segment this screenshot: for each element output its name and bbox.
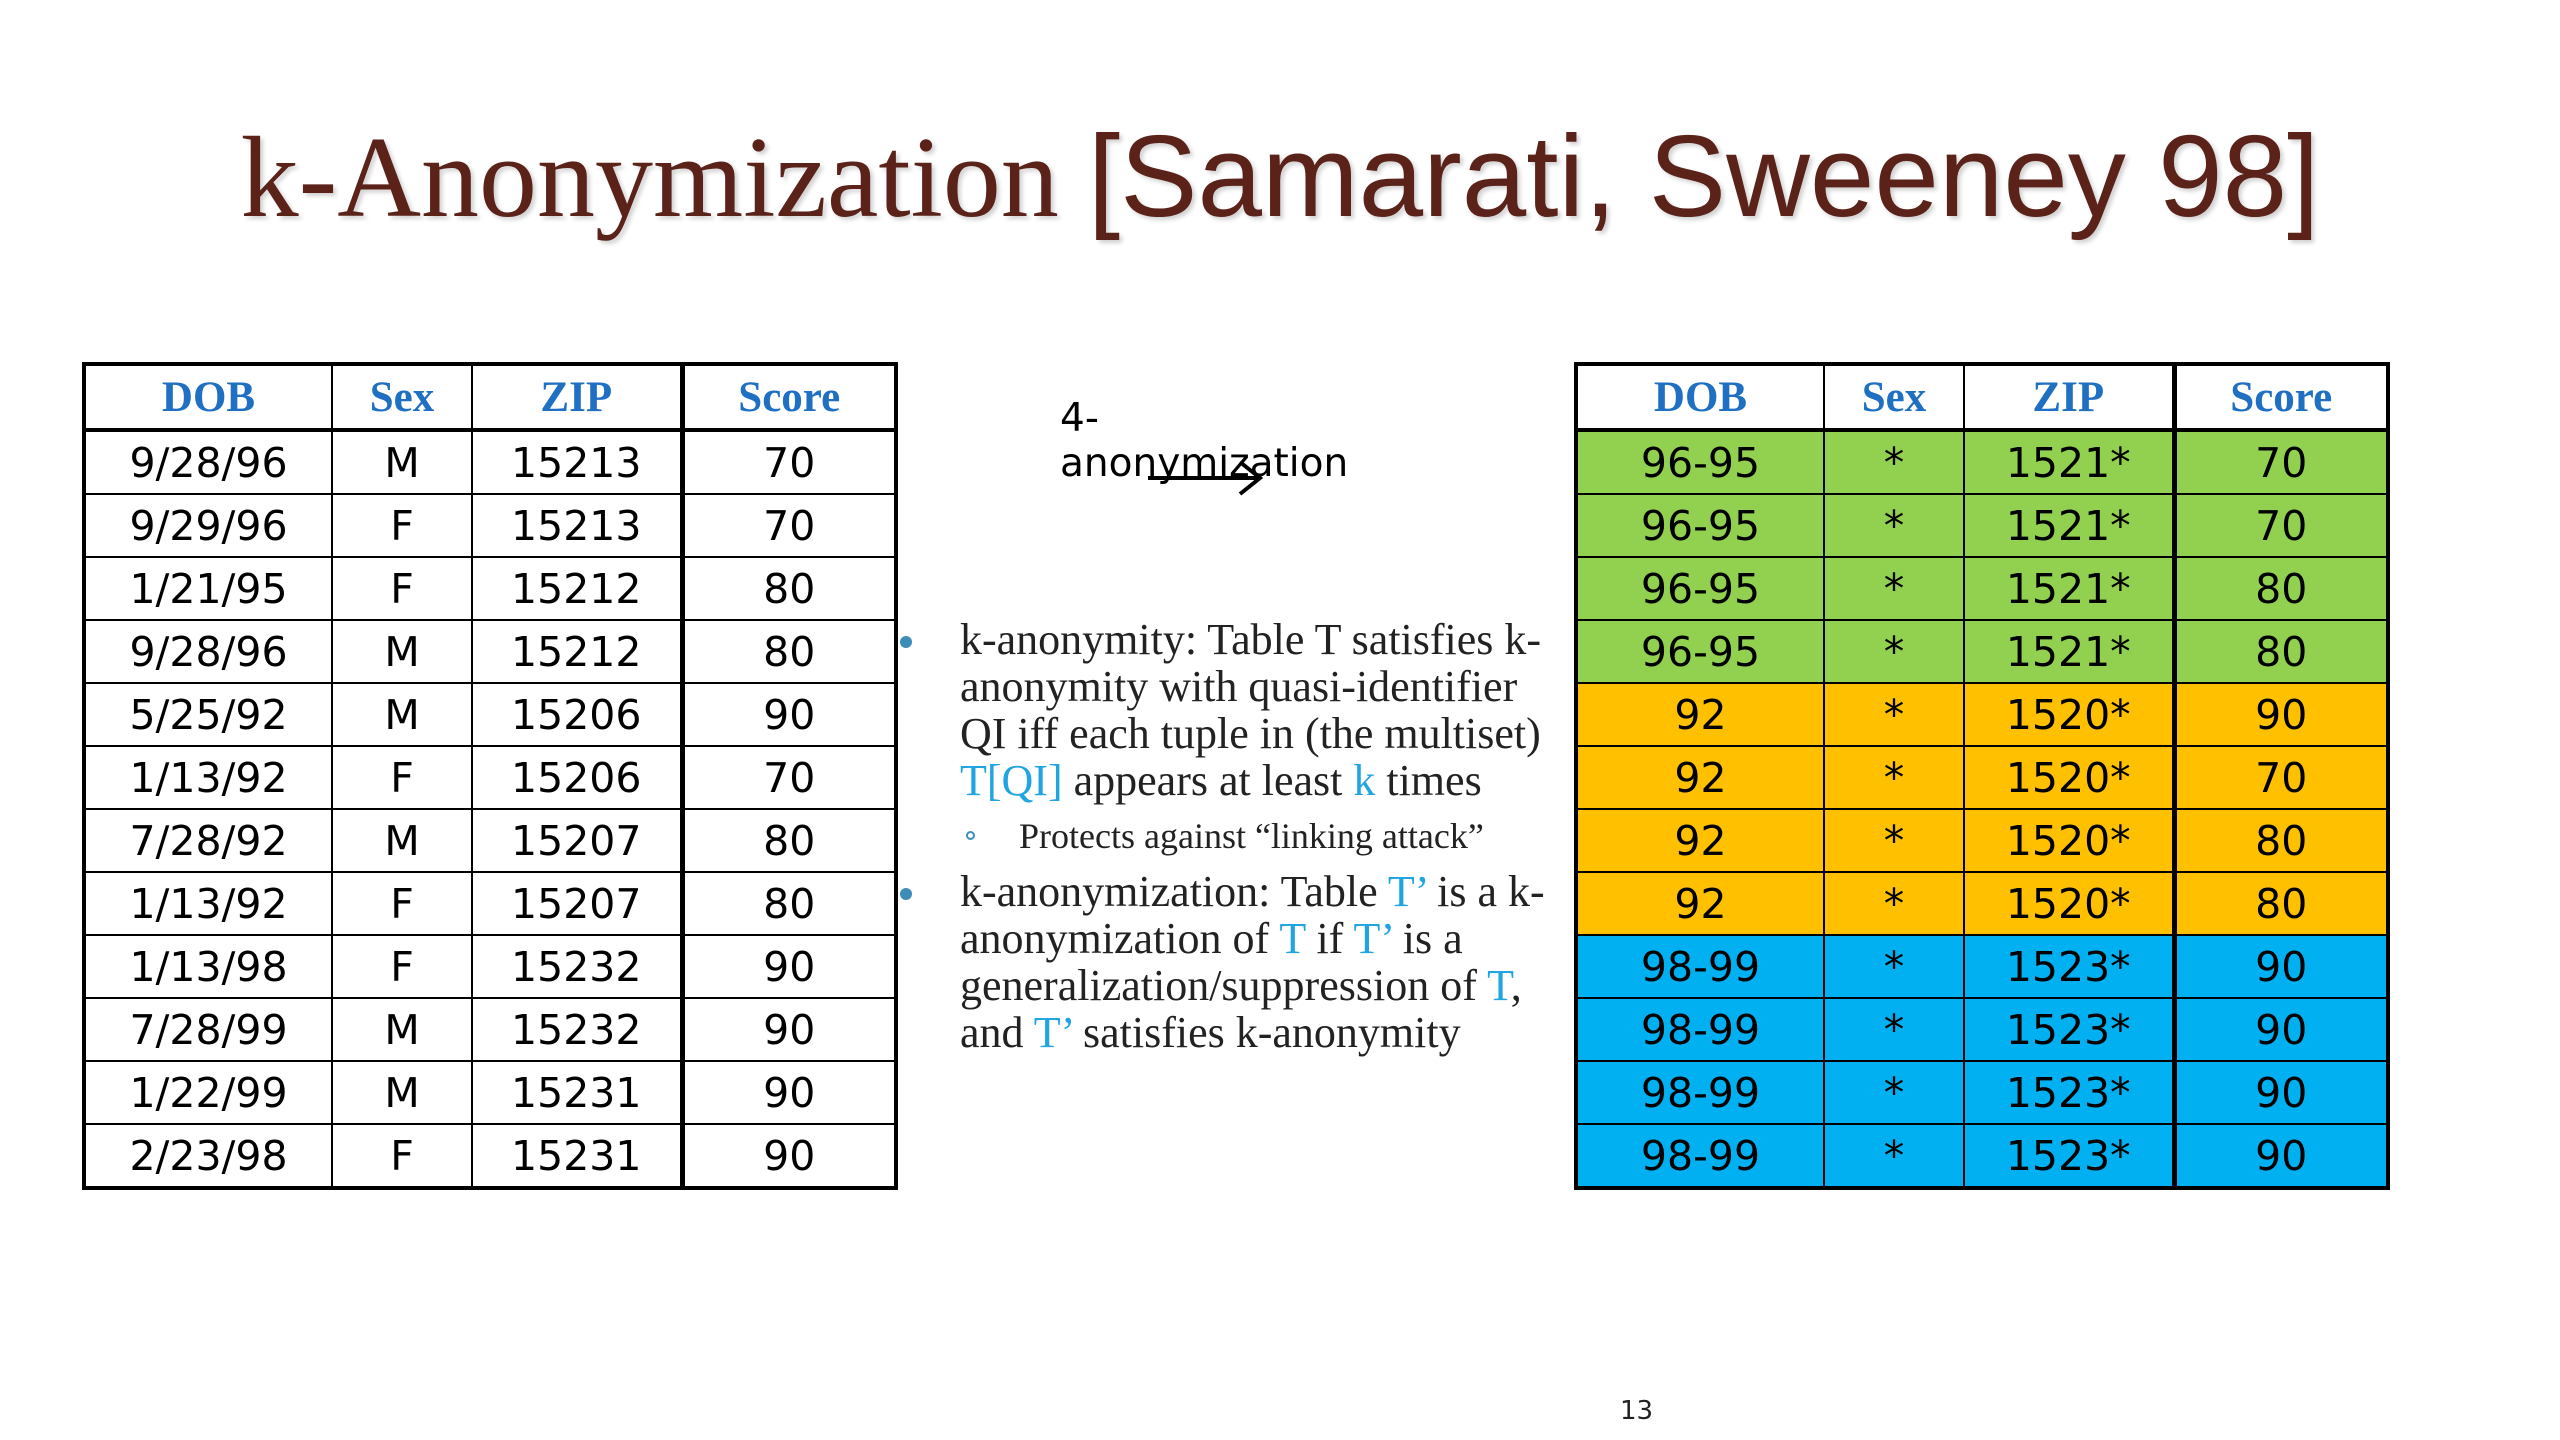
cell-dob: 1/21/95 bbox=[84, 557, 332, 620]
cell-score: 80 bbox=[2174, 872, 2388, 935]
cell-zip: 15231 bbox=[472, 1061, 682, 1124]
cell-sex: * bbox=[1824, 430, 1964, 494]
bullet-text: k-anonymization: Table bbox=[960, 867, 1388, 916]
table-row bbox=[84, 494, 896, 557]
cell-sex: * bbox=[1824, 746, 1964, 809]
table-row bbox=[1576, 809, 2388, 872]
cell-zip: 1523* bbox=[1964, 1124, 2174, 1188]
highlight-term: T bbox=[1487, 961, 1511, 1010]
bullet-text: is a k-anonymization of bbox=[960, 867, 1545, 963]
cell-score: 90 bbox=[682, 1061, 896, 1124]
header-dob: DOB bbox=[84, 364, 332, 430]
cell-dob: 9/28/96 bbox=[84, 620, 332, 683]
cell-sex: * bbox=[1824, 1124, 1964, 1188]
original-table-header-row bbox=[84, 364, 896, 430]
cell-dob: 7/28/99 bbox=[84, 998, 332, 1061]
cell-zip: 15213 bbox=[472, 494, 682, 557]
bullet-text: is a generalization/suppression of bbox=[960, 914, 1488, 1010]
cell-zip: 1520* bbox=[1964, 809, 2174, 872]
slide-title-main: k-Anonymization bbox=[240, 114, 1059, 242]
cell-sex: M bbox=[332, 620, 472, 683]
cell-dob: 1/13/92 bbox=[84, 746, 332, 809]
cell-zip: 15232 bbox=[472, 998, 682, 1061]
cell-score: 70 bbox=[682, 746, 896, 809]
cell-sex: M bbox=[332, 809, 472, 872]
cell-zip: 15207 bbox=[472, 809, 682, 872]
cell-sex: M bbox=[332, 1061, 472, 1124]
table-row bbox=[84, 998, 896, 1061]
table-row bbox=[1576, 1061, 2388, 1124]
cell-score: 90 bbox=[682, 998, 896, 1061]
cell-dob: 9/29/96 bbox=[84, 494, 332, 557]
highlight-term: T’ bbox=[1353, 914, 1392, 963]
highlight-term: T’ bbox=[1387, 867, 1427, 916]
slide-title bbox=[0, 111, 2560, 242]
table-row bbox=[1576, 746, 2388, 809]
cell-score: 80 bbox=[682, 620, 896, 683]
cell-sex: * bbox=[1824, 557, 1964, 620]
header-zip: ZIP bbox=[472, 364, 682, 430]
cell-zip: 1523* bbox=[1964, 1061, 2174, 1124]
bullet-text: satisfies k-anonymity bbox=[1072, 1008, 1461, 1057]
highlight-term: T bbox=[1279, 914, 1306, 963]
cell-zip: 15206 bbox=[472, 746, 682, 809]
cell-score: 90 bbox=[682, 1124, 896, 1188]
cell-score: 70 bbox=[2174, 746, 2388, 809]
cell-sex: F bbox=[332, 494, 472, 557]
table-row bbox=[84, 430, 896, 494]
sub-bullet-linking-attack bbox=[900, 814, 1560, 858]
table-row bbox=[84, 1124, 896, 1188]
cell-sex: F bbox=[332, 935, 472, 998]
cell-zip: 15212 bbox=[472, 557, 682, 620]
slide-title-citation: [Samarati, Sweeney 98] bbox=[1087, 111, 2320, 241]
cell-score: 80 bbox=[2174, 809, 2388, 872]
cell-score: 80 bbox=[2174, 557, 2388, 620]
cell-sex: * bbox=[1824, 872, 1964, 935]
highlight-term: T’ bbox=[1033, 1008, 1072, 1057]
cell-sex: * bbox=[1824, 998, 1964, 1061]
cell-dob: 92 bbox=[1576, 809, 1824, 872]
cell-dob: 7/28/92 bbox=[84, 809, 332, 872]
cell-zip: 15206 bbox=[472, 683, 682, 746]
table-row bbox=[1576, 872, 2388, 935]
cell-sex: * bbox=[1824, 1061, 1964, 1124]
cell-zip: 1520* bbox=[1964, 746, 2174, 809]
sub-bullet-ring-icon bbox=[966, 831, 975, 840]
cell-sex: F bbox=[332, 557, 472, 620]
cell-sex: M bbox=[332, 430, 472, 494]
cell-zip: 1521* bbox=[1964, 494, 2174, 557]
cell-score: 80 bbox=[682, 872, 896, 935]
cell-dob: 96-95 bbox=[1576, 620, 1824, 683]
cell-zip: 1523* bbox=[1964, 935, 2174, 998]
bullet-text: times bbox=[1375, 756, 1482, 805]
page-number: 13 bbox=[1620, 1396, 1654, 1426]
cell-score: 90 bbox=[2174, 998, 2388, 1061]
cell-dob: 98-99 bbox=[1576, 1061, 1824, 1124]
cell-zip: 1520* bbox=[1964, 872, 2174, 935]
cell-zip: 15231 bbox=[472, 1124, 682, 1188]
cell-zip: 1520* bbox=[1964, 683, 2174, 746]
cell-dob: 92 bbox=[1576, 746, 1824, 809]
table-row bbox=[84, 557, 896, 620]
table-row bbox=[1576, 1124, 2388, 1188]
arrow-label: 4-anonymization bbox=[1060, 396, 1349, 486]
cell-sex: F bbox=[332, 1124, 472, 1188]
table-row bbox=[1576, 494, 2388, 557]
cell-score: 90 bbox=[682, 683, 896, 746]
cell-score: 90 bbox=[2174, 1124, 2388, 1188]
cell-dob: 92 bbox=[1576, 683, 1824, 746]
table-row bbox=[1576, 557, 2388, 620]
table-row bbox=[1576, 998, 2388, 1061]
sub-bullet-text: Protects against “linking attack” bbox=[1019, 816, 1484, 856]
cell-score: 80 bbox=[2174, 620, 2388, 683]
cell-score: 70 bbox=[682, 494, 896, 557]
definition-bullets bbox=[900, 616, 1560, 1056]
bullet-text: k-anonymity: Table T satisfies k-anonymity with quasi-identifier QI iff each tuple in (the multiset) bbox=[960, 615, 1542, 758]
cell-sex: * bbox=[1824, 494, 1964, 557]
cell-score: 90 bbox=[2174, 683, 2388, 746]
highlight-term: k bbox=[1353, 756, 1376, 805]
cell-sex: F bbox=[332, 746, 472, 809]
cell-score: 70 bbox=[2174, 494, 2388, 557]
right-arrow-icon bbox=[1140, 448, 1270, 508]
cell-zip: 15212 bbox=[472, 620, 682, 683]
table-row bbox=[84, 746, 896, 809]
table-row bbox=[84, 1061, 896, 1124]
cell-zip: 15232 bbox=[472, 935, 682, 998]
cell-sex: * bbox=[1824, 809, 1964, 872]
cell-score: 70 bbox=[2174, 430, 2388, 494]
header-score: Score bbox=[682, 364, 896, 430]
table-row bbox=[1576, 935, 2388, 998]
cell-sex: M bbox=[332, 998, 472, 1061]
bullet-k-anonymization bbox=[900, 868, 1560, 1056]
table-row bbox=[1576, 620, 2388, 683]
cell-zip: 1523* bbox=[1964, 998, 2174, 1061]
table-row bbox=[1576, 683, 2388, 746]
cell-dob: 98-99 bbox=[1576, 935, 1824, 998]
bullet-text: appears at least bbox=[1062, 756, 1354, 805]
cell-score: 90 bbox=[682, 935, 896, 998]
cell-dob: 2/23/98 bbox=[84, 1124, 332, 1188]
header-zip: ZIP bbox=[1964, 364, 2174, 430]
cell-zip: 15207 bbox=[472, 872, 682, 935]
cell-dob: 96-95 bbox=[1576, 557, 1824, 620]
table-row bbox=[84, 620, 896, 683]
cell-score: 90 bbox=[2174, 1061, 2388, 1124]
cell-sex: * bbox=[1824, 683, 1964, 746]
cell-zip: 1521* bbox=[1964, 430, 2174, 494]
bullet-text: , and bbox=[960, 961, 1522, 1057]
cell-score: 80 bbox=[682, 557, 896, 620]
cell-zip: 15213 bbox=[472, 430, 682, 494]
bullet-dot-icon bbox=[900, 888, 912, 900]
cell-score: 80 bbox=[682, 809, 896, 872]
table-row bbox=[84, 809, 896, 872]
cell-sex: F bbox=[332, 872, 472, 935]
cell-dob: 96-95 bbox=[1576, 430, 1824, 494]
cell-sex: M bbox=[332, 683, 472, 746]
cell-dob: 5/25/92 bbox=[84, 683, 332, 746]
cell-score: 90 bbox=[2174, 935, 2388, 998]
table-row bbox=[1576, 430, 2388, 494]
table-row bbox=[84, 683, 896, 746]
cell-dob: 98-99 bbox=[1576, 998, 1824, 1061]
cell-zip: 1521* bbox=[1964, 620, 2174, 683]
anonymized-table bbox=[1574, 362, 2390, 1190]
anonymized-table-header-row bbox=[1576, 364, 2388, 430]
cell-zip: 1521* bbox=[1964, 557, 2174, 620]
table-row bbox=[84, 935, 896, 998]
highlight-term: T[QI] bbox=[960, 756, 1063, 805]
header-score: Score bbox=[2174, 364, 2388, 430]
cell-dob: 1/13/98 bbox=[84, 935, 332, 998]
header-dob: DOB bbox=[1576, 364, 1824, 430]
cell-dob: 9/28/96 bbox=[84, 430, 332, 494]
cell-dob: 92 bbox=[1576, 872, 1824, 935]
cell-sex: * bbox=[1824, 620, 1964, 683]
header-sex: Sex bbox=[1824, 364, 1964, 430]
cell-sex: * bbox=[1824, 935, 1964, 998]
cell-dob: 1/22/99 bbox=[84, 1061, 332, 1124]
bullet-text: if bbox=[1305, 914, 1354, 963]
header-sex: Sex bbox=[332, 364, 472, 430]
cell-dob: 1/13/92 bbox=[84, 872, 332, 935]
cell-dob: 96-95 bbox=[1576, 494, 1824, 557]
original-table bbox=[82, 362, 898, 1190]
bullet-k-anonymity bbox=[900, 616, 1560, 804]
cell-dob: 98-99 bbox=[1576, 1124, 1824, 1188]
table-row bbox=[84, 872, 896, 935]
cell-score: 70 bbox=[682, 430, 896, 494]
bullet-dot-icon bbox=[900, 636, 912, 648]
